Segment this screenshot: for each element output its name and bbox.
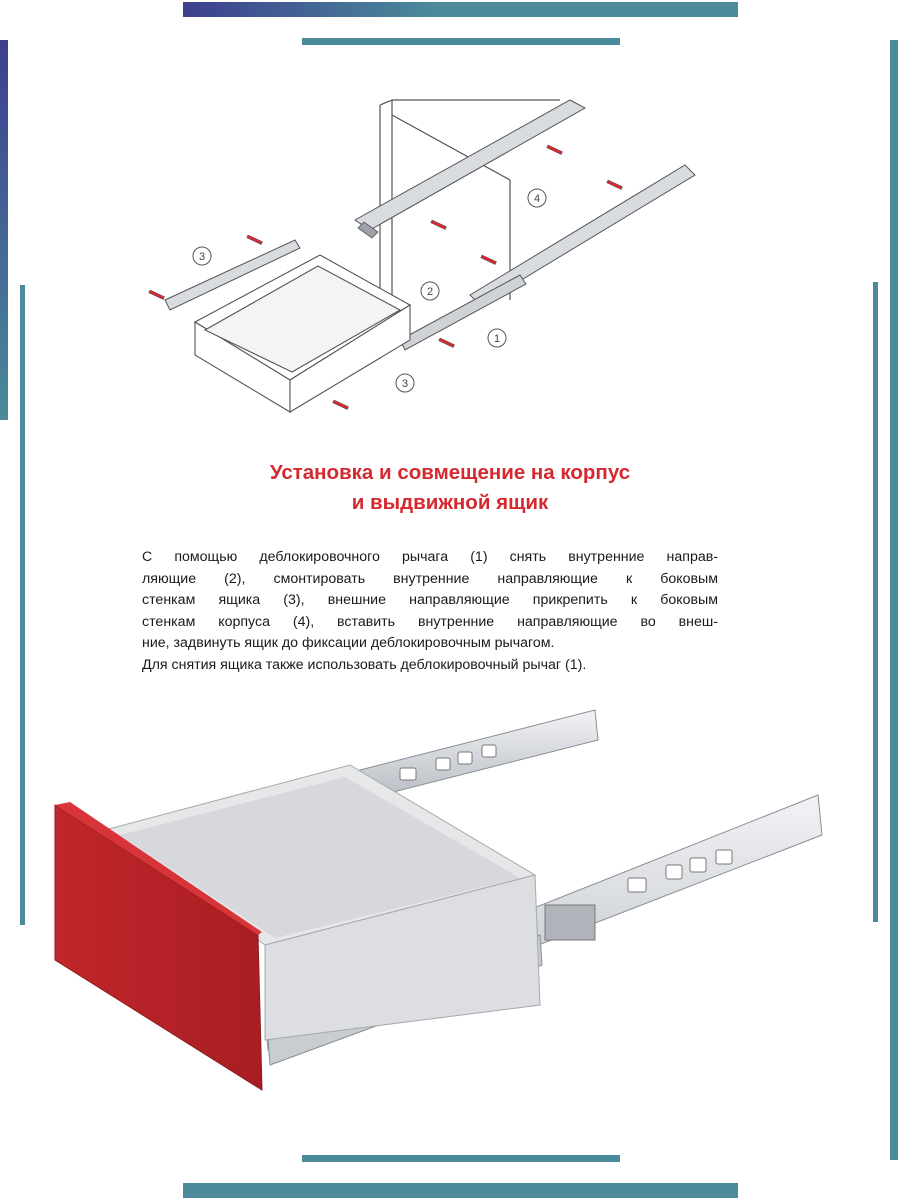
top-gradient-bar bbox=[183, 2, 738, 17]
svg-text:4: 4 bbox=[533, 193, 541, 205]
rear-runner bbox=[360, 700, 598, 800]
bottom-gradient-bar bbox=[183, 1183, 738, 1198]
svg-text:3: 3 bbox=[198, 251, 206, 263]
instruction-line: стенкам корпуса (4), вставить внутренние направляющие во внеш- bbox=[142, 613, 718, 630]
drawer-product-illustration bbox=[0, 700, 900, 1120]
instructions-text bbox=[142, 547, 718, 676]
callout-3-top bbox=[193, 247, 211, 265]
callout-4 bbox=[528, 189, 546, 207]
instruction-line: С помощью деблокировочного рычага (1) снять внутренние направ- bbox=[142, 549, 718, 565]
page-title bbox=[0, 458, 900, 518]
svg-text:3: 3 bbox=[401, 378, 409, 390]
inner-rail-right bbox=[400, 275, 526, 350]
instruction-line: Для снятия ящика также использовать деблокировочный рычаг (1). bbox=[142, 656, 587, 673]
callout-2 bbox=[421, 282, 439, 300]
callout-1 bbox=[488, 329, 506, 347]
bottom-accent-line bbox=[302, 1155, 620, 1162]
instruction-line: ние, задвинуть ящик до фиксации деблокировочным рычагом. bbox=[142, 635, 555, 651]
svg-text:2: 2 bbox=[426, 286, 434, 298]
top-accent-line bbox=[302, 38, 620, 45]
title-line-1: Установка и совмещение на корпус bbox=[269, 461, 631, 484]
title-line-2: и выдвижной ящик bbox=[351, 491, 549, 514]
outer-rail-upper bbox=[355, 100, 585, 238]
assembly-diagram bbox=[0, 60, 900, 500]
instruction-line: стенкам ящика (3), внешние направляющие прикрепить к боковым bbox=[142, 592, 718, 608]
callout-3-bottom bbox=[396, 374, 414, 392]
instruction-line: ляющие (2), смонтировать внутренние направляющие к боковым bbox=[142, 570, 718, 587]
svg-text:1: 1 bbox=[493, 333, 501, 345]
